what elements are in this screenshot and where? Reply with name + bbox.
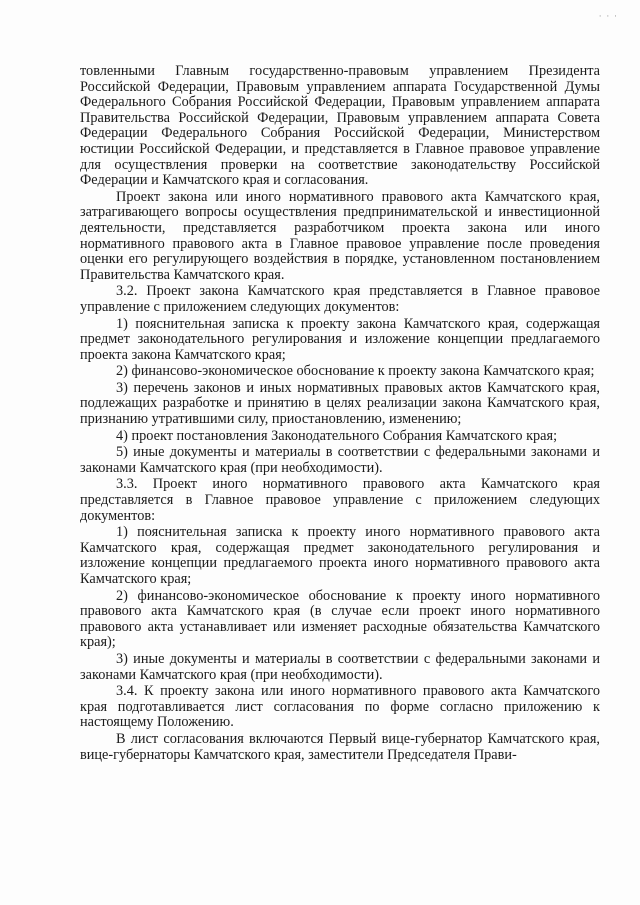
paragraph-impact-assessment: Проект закона или иного нормативного правового акта Камчатского края, затрагивающего вопросы осуществления предпринимательской и инвестиционной деятельности, представляется разработчиком проекта закона или иного нормативного правового акта в Главное правовое управление после проведения оценки его регулирующего воздействия в порядке, установленном постановлением Правительства Камчатского края.: [80, 188, 600, 283]
section-3-4: 3.4. К проекту закона или иного нормативного правового акта Камчатского края подготавливается лист согласования по форме согласно приложению к настоящему Положению.: [80, 683, 600, 731]
list-item-3-3-3: 3) иные документы и материалы в соответствии с федеральными законами и законами Камчатского края (при необходимости).: [80, 650, 600, 683]
section-3-3-heading: 3.3. Проект иного нормативного правового акта Камчатского края представляется в Главное правовое управление с приложением следующих документов:: [80, 476, 600, 524]
list-item-3-3-2: 2) финансово-экономическое обоснование к проекту иного нормативного правового акта Камчатского края (в случае если проект иного нормативного правового акта устанавливает или изменяет расходные обязательства Камчатского края);: [80, 587, 600, 651]
list-item-3-2-1: 1) пояснительная записка к проекту закона Камчатского края, содержащая предмет законодательного регулирования и изложение концепции предлагаемого проекта закона Камчатского края;: [80, 315, 600, 363]
list-item-3-2-5: 5) иные документы и материалы в соответствии с федеральными законами и законами Камчатского края (при необходимости).: [80, 444, 600, 476]
paragraph-continuation: товленными Главным государственно-правовым управлением Президента Российской Федерации, Правовым управлением аппарата Государственной Думы Федерального Собрания Российской Федерации, Правовым управлением аппарата Правительства Российской Федерации, Правовым управлением аппарата Совета Федерации Федерального Собрания Российской Федерации, Министерством юстиции Российской Федерации, и представляется в Главное правовое управление для осуществления проверки на соответствие законодательству Российской Федерации и Камчатского края и согласования.: [80, 63, 600, 189]
list-item-3-2-4: 4) проект постановления Законодательного Собрания Камчатского края;: [116, 427, 558, 444]
paragraph-approval-sheet: В лист согласования включаются Первый вице-губернатор Камчатского края, вице-губернаторы Камчатского края, заместители Председателя Прави-: [80, 730, 600, 763]
list-item-3-2-3: 3) перечень законов и иных нормативных правовых актов Камчатского края, подлежащих разработке и принятию в целях реализации закона Камчатского края, признанию утратившими силу, приостановлению, изменению;: [80, 379, 600, 428]
document-body: [80, 64, 600, 764]
list-item-3-3-1: 1) пояснительная записка к проекту иного нормативного правового акта Камчатского края, содержащая предмет законодательного регулирования и изложение концепции предлагаемого проекта иного нормативного правового акта Камчатского края;: [80, 524, 600, 587]
section-3-2-heading: 3.2. Проект закона Камчатского края представляется в Главное правовое управление с приложением следующих документов:: [80, 283, 600, 315]
list-item-3-2-2: 2) финансово-экономическое обоснование к проекту закона Камчатского края;: [116, 363, 595, 380]
scan-corner-mark: · · ·: [598, 12, 618, 22]
